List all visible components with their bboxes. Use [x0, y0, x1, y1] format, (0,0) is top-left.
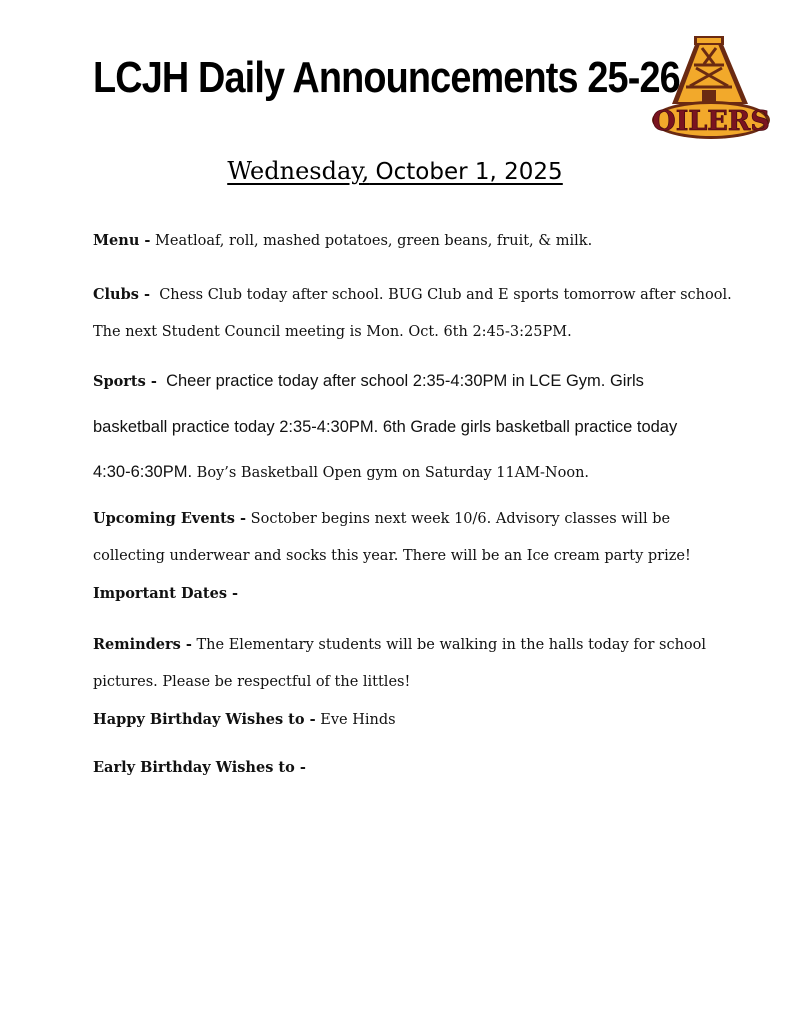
oilers-logo: [650, 34, 772, 142]
sports-line-3-text: Boy’s Basketball Open gym on Saturday 11AM-Noon.: [196, 465, 590, 481]
reminders-line-2: pictures. Please be respectful of the littles!: [93, 674, 411, 690]
menu-section: [93, 230, 703, 252]
page-title: LCJH Daily Announcements 25-26: [93, 53, 680, 102]
reminders-label: Reminders -: [93, 636, 192, 653]
reminders-line-1: The Elementary students will be walking in the halls today for school: [196, 637, 706, 653]
upcoming-line-2: collecting underwear and socks this year. There will be an Ice cream party prize!: [93, 548, 691, 564]
reminders-section: [93, 626, 706, 701]
logo-text: OILERS: [652, 106, 770, 137]
sports-section: [93, 359, 703, 496]
important-dates-label: Important Dates -: [93, 585, 239, 602]
upcoming-line-1: Soctober begins next week 10/6. Advisory classes will be: [250, 511, 671, 527]
sports-line-3-time: 4:30-6:30PM.: [93, 463, 193, 481]
menu-label: Menu -: [93, 232, 151, 249]
early-birthday-section: [93, 757, 703, 779]
early-birthday-label: Early Birthday Wishes to -: [93, 759, 306, 776]
clubs-line-2: The next Student Council meeting is Mon. Oct. 6th 2:45-3:25PM.: [93, 324, 572, 340]
menu-text: Meatloaf, roll, mashed potatoes, green beans, fruit, & milk.: [155, 233, 593, 249]
clubs-label: Clubs -: [93, 286, 150, 303]
sports-line-2: basketball practice today 2:35-4:30PM. 6th Grade girls basketball practice today: [93, 418, 678, 436]
birthday-name: Eve Hinds: [320, 712, 396, 728]
birthday-label: Happy Birthday Wishes to -: [93, 711, 316, 728]
oil-derrick-icon: [672, 36, 748, 104]
birthday-section: [93, 709, 703, 731]
sports-line-1: Cheer practice today after school 2:35-4:30PM in LCE Gym. Girls: [166, 372, 644, 390]
upcoming-label: Upcoming Events -: [93, 510, 247, 527]
clubs-line-1: Chess Club today after school. BUG Club and E sports tomorrow after school.: [159, 287, 732, 303]
sports-label: Sports -: [93, 373, 157, 390]
upcoming-events-section: [93, 500, 703, 575]
date-weekday: Wednesday,: [227, 157, 370, 185]
important-dates-section: [93, 583, 703, 605]
date-rest: October 1, 2025: [375, 159, 563, 185]
clubs-section: [93, 276, 732, 351]
announcement-date: [0, 154, 790, 189]
